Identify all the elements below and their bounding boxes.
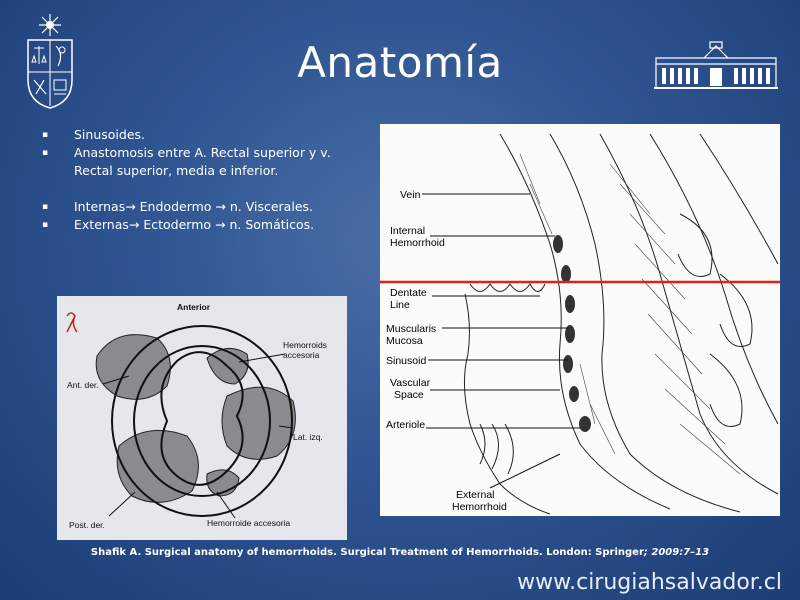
label-dentate: Dentate: [390, 287, 427, 299]
bullet-text: Anastomosis entre A. Rectal superior y v. Rectal superior, media e inferior.: [74, 145, 331, 178]
label-external: External: [456, 489, 495, 501]
label-muscularis: Muscularis: [386, 323, 437, 335]
label-post-der: Post. der.: [69, 520, 105, 530]
label-hemorroids: Hemorroids: [283, 340, 327, 350]
label-anterior: Anterior: [177, 302, 211, 312]
label-accesoria: accesoria: [283, 350, 320, 360]
label-space: Space: [394, 389, 424, 401]
bullet-text: Externas→ Ectodermo → n. Somáticos.: [74, 217, 315, 232]
bullet-list: [42, 126, 372, 234]
label-sinusoid: Sinusoid: [386, 355, 427, 367]
label-hemorrhoid: Hemorrhoid: [390, 237, 445, 249]
citation-text: Shafik A. Surgical anatomy of hemorrhoids. Surgical Treatment of Hemorrhoids. London: Springer: [90, 547, 644, 558]
anal-canal-diagram: [380, 124, 780, 516]
label-vein: Vein: [400, 189, 421, 201]
bullet-text: Sinusoides.: [74, 127, 145, 142]
bullet-icon: ▪: [42, 130, 49, 140]
label-external-hemorrhoid: Hemorrhoid: [452, 501, 507, 513]
page-title: Anatomía: [297, 38, 503, 87]
label-hemorroide-accesoria: Hemorroide accesoria: [207, 518, 291, 528]
citation: [0, 547, 800, 558]
hemorrhoid-position-diagram: [57, 296, 347, 540]
website-url: www.cirugiahsalvador.cl: [517, 570, 782, 595]
bullet-text: Internas→ Endodermo → n. Viscerales.: [74, 199, 313, 214]
bullet-icon: ▪: [42, 202, 49, 212]
list-item: [42, 144, 372, 180]
label-mucosa: Mucosa: [386, 335, 423, 347]
label-lat-izq: Lat. izq.: [293, 432, 323, 442]
label-vascular: Vascular: [390, 377, 431, 389]
bullet-icon: ▪: [42, 148, 49, 158]
label-internal: Internal: [390, 225, 426, 237]
label-ant-der: Ant. der.: [67, 380, 99, 390]
bullet-icon: ▪: [42, 220, 49, 230]
list-item: [42, 216, 372, 234]
list-item: [42, 126, 372, 144]
label-arteriole: Arteriole: [386, 419, 426, 431]
list-item: [42, 198, 372, 216]
citation-tail: ; 2009:7–13: [643, 547, 710, 558]
label-line: Line: [390, 299, 410, 311]
